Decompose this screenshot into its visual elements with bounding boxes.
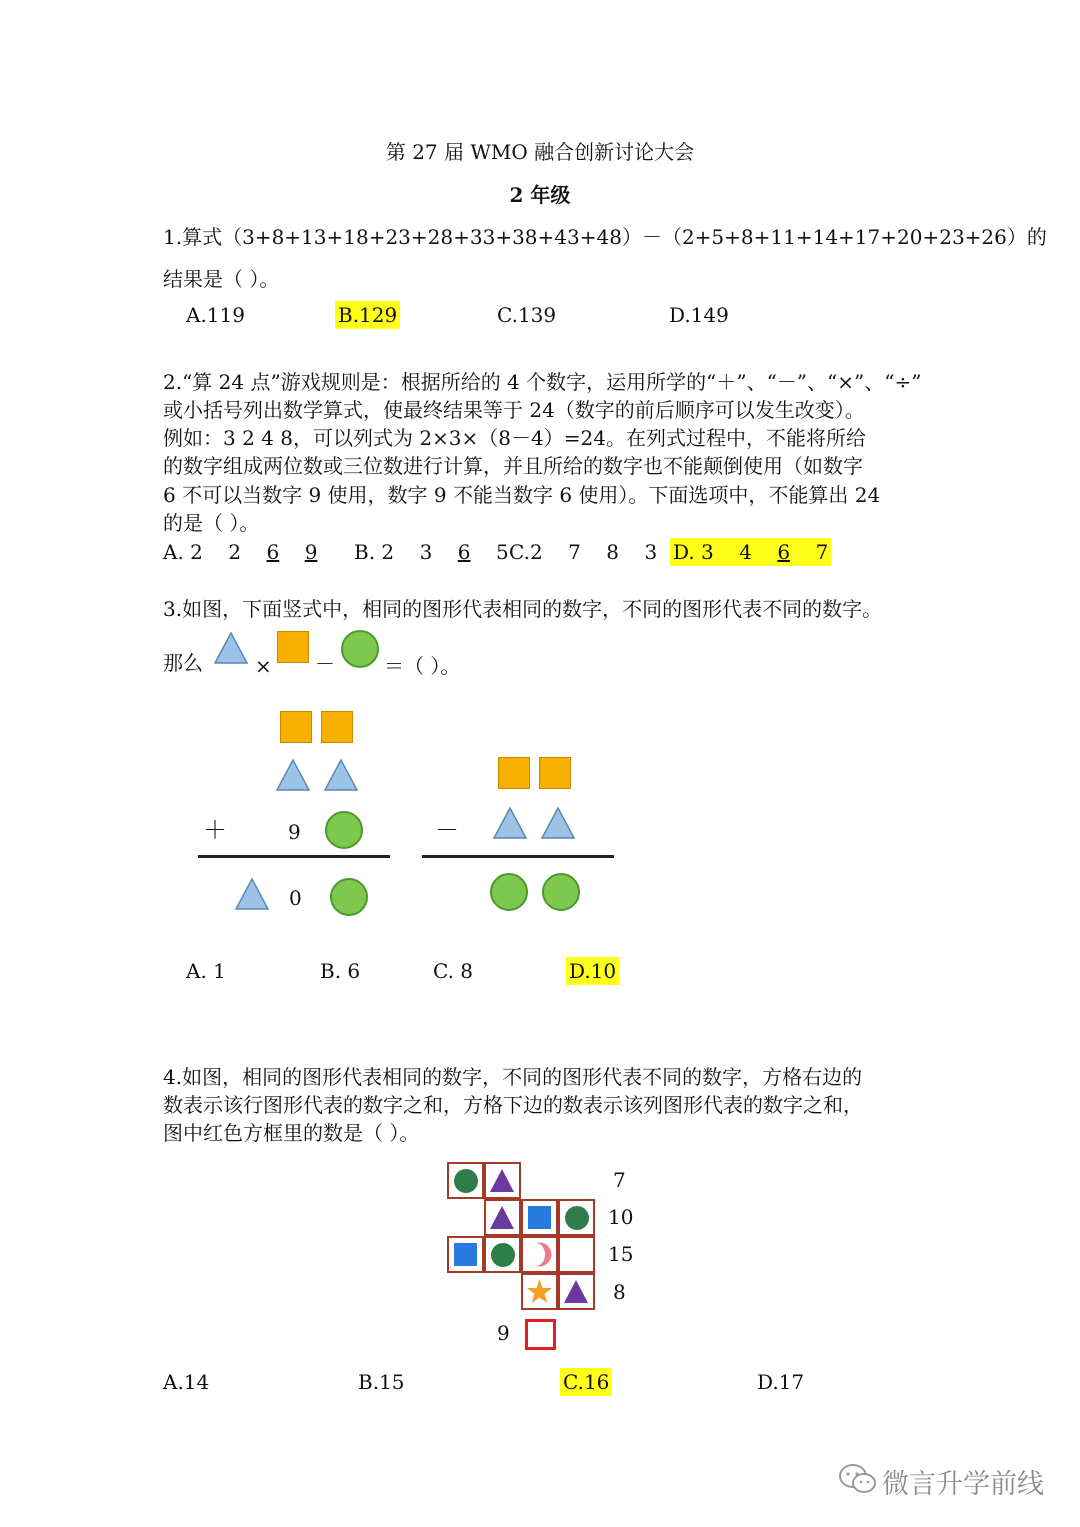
q3-digit-0: 0 [289,886,302,910]
q1-option-c: C.139 [497,303,557,327]
row-sum-3: 15 [608,1242,634,1266]
q2-d-n1: 3 [701,540,714,564]
q1-option-d: D.149 [669,303,729,327]
grid-cell [484,1236,521,1273]
grid-cell [558,1273,595,1310]
grid-cell [521,1273,558,1310]
q2-line2: 或小括号列出数学算式，使最终结果等于 24（数字的前后顺序可以发生改变）。 [163,398,865,422]
q2-c-label: C. [509,540,530,564]
q3-option-c: C. 8 [433,959,474,983]
wechat-icon [838,1462,878,1496]
q2-a-n4: 9 [304,540,318,564]
triangle-icon [234,877,270,911]
q2-line3: 例如：3 2 4 8，可以列式为 2×3×（8－4）=24。在列式过程中，不能将所给 [163,426,866,450]
addition-line [198,855,390,858]
q2-line5: 6 不可以当数字 9 使用，数字 9 不能当数字 6 使用）。下面选项中，不能算出 24 [163,483,881,507]
q3-option-a: A. 1 [186,959,226,983]
q3-times-sign: × [255,654,272,678]
purple-triangle-icon [486,1201,519,1234]
square-icon [280,711,312,743]
star-icon [523,1275,556,1308]
purple-triangle-icon [486,1164,519,1197]
dark-green-circle-icon [491,1243,515,1267]
square-icon [321,711,353,743]
q3-line2-prefix: 那么 [163,651,203,675]
grid-cell [447,1162,484,1199]
grade-heading: 2 年级 [509,183,571,207]
blue-square-icon [528,1206,551,1229]
square-icon [498,757,530,789]
grid-cell [447,1236,484,1273]
q3-line1: 3.如图，下面竖式中，相同的图形代表相同的数字，不同的图形代表不同的数字。 [163,597,883,621]
triangle-icon [492,806,528,840]
q2-b-n1: 2 [381,540,395,564]
circle-icon [341,630,379,668]
circle-icon [330,878,368,916]
circle-icon [490,873,528,911]
row-sum-1: 7 [613,1168,626,1192]
purple-triangle-icon [560,1275,593,1308]
q2-d-label: D. [673,540,695,564]
q1-line1: 1.算式（3+8+13+18+23+28+33+38+43+48）－（2+5+8+11+14+17+20+23+26）的 [163,225,1047,249]
circle-icon [325,811,363,849]
q2-b-label: B. [354,540,376,564]
row-sum-4: 8 [613,1280,626,1304]
q2-b-n2: 3 [419,540,433,564]
q3-equals-blank: ＝（ ）。 [384,654,461,678]
q1-line2: 结果是（ ）。 [163,267,280,291]
column-sum: 9 [497,1321,510,1345]
grid-cell [521,1236,558,1273]
grid-cell [521,1199,558,1236]
q4-line2: 数表示该行图形代表的数字之和，方格下边的数表示该列图形代表的数字之和， [163,1093,863,1117]
q2-option-d [670,538,831,566]
q2-line1: 2.“算 24 点”游戏规则是：根据所给的 4 个数字，运用所学的“＋”、“－”、“×”、“÷” [163,370,922,394]
q4-option-a: A.14 [163,1370,210,1394]
q2-b-n3: 6 [457,540,471,564]
row-sum-2: 10 [608,1205,634,1229]
q4-line1: 4.如图，相同的图形代表相同的数字，不同的图形代表不同的数字，方格右边的 [163,1065,863,1089]
q2-b-n4: 5 [495,540,509,564]
q4-option-b: B.15 [358,1370,405,1394]
q3-option-d: D.10 [566,957,619,985]
q2-d-n4: 7 [815,540,829,564]
q4-option-c: C.16 [560,1368,612,1396]
q2-d-n3: 6 [777,540,791,564]
q2-a-n3: 6 [266,540,280,564]
square-icon [539,757,571,789]
dark-green-circle-icon [565,1206,589,1230]
q3-plus-sign: ＋ [203,816,227,844]
triangle-icon [323,758,359,792]
q2-line6: 的是（ ）。 [163,511,260,535]
square-icon [277,631,309,663]
red-answer-box [525,1319,556,1350]
moon-icon [523,1238,556,1271]
q2-c-n2: 7 [568,540,581,564]
triangle-icon [275,758,311,792]
q1-option-a: A.119 [186,303,245,327]
triangle-icon [213,631,249,665]
q3-option-b: B. 6 [320,959,361,983]
q3-digit-9: 9 [288,820,301,844]
q4-option-d: D.17 [757,1370,805,1394]
q2-a-n1: 2 [190,540,203,564]
q4-line3: 图中红色方框里的数是（ ）。 [163,1121,420,1145]
q3-minus-sign-vertical: － [435,816,459,844]
q2-c-n1: 2 [529,540,543,564]
grid-cell [484,1162,521,1199]
watermark-text: 微言升学前线 [882,1469,1044,1500]
q1-option-b: B.129 [335,301,400,329]
q2-a-label: A. [163,540,184,564]
q2-line4: 的数字组成两位数或三位数进行计算，并且所给的数字也不能颠倒使用（如数字 [163,454,863,478]
grid-cell [558,1236,595,1273]
q2-d-n2: 4 [739,540,752,564]
triangle-icon [540,806,576,840]
grid-cell [484,1199,521,1236]
circle-icon [542,873,580,911]
q3-minus-sign: － [315,652,335,676]
q2-option-c [509,538,657,566]
q2-option-a [163,538,317,566]
blue-square-icon [454,1243,477,1266]
grid-cell [558,1199,595,1236]
q2-option-b [354,538,509,566]
subtraction-line [422,855,614,858]
q2-c-n4: 3 [644,540,658,564]
q2-c-n3: 8 [606,540,620,564]
page-title: 第 27 届 WMO 融合创新讨论大会 [385,140,695,164]
dark-green-circle-icon [454,1169,478,1193]
q2-a-n2: 2 [228,540,242,564]
